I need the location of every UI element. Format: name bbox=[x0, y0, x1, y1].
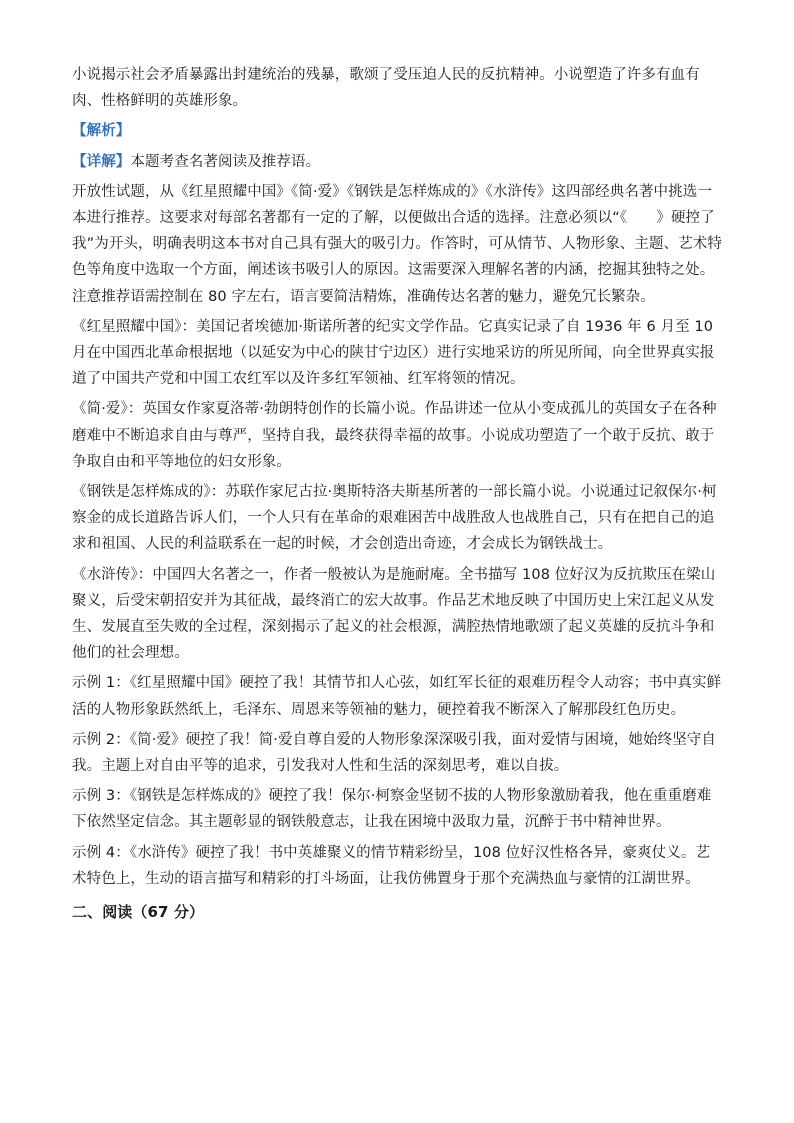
book-description-red-star: 《红星照耀中国》：美国记者埃德加·斯诺所著的纪实文学作品。它真实记录了自 1936 年 6 月至 10 月在中国西北革命根据地（以延安为中心的陕甘宁边区）进行实地采访的所见所闻，向全世界真实报道了中国共产党和中国工农红军以及许多红军领袖、红军将领的情况。 bbox=[72, 318, 715, 388]
detail-line bbox=[72, 149, 724, 175]
book-description-water-margin: 《水浒传》：中国四大名著之一，作者一般被认为是施耐庵。全书描写 108 位好汉为反抗欺压在梁山聚义，后受宋朝招安并为其征战，最终消亡的宏大故事。作品艺术地反映了中国历史上宋江起义从发生、发展直至失败的全过程，深刻揭示了起义的社会根源，满腔热情地歌颂了起义英雄的反抗斗争和他们的社会理想。 bbox=[72, 566, 716, 662]
open-question-paragraph: 开放性试题，从《红星照耀中国》《简·爱》《钢铁是怎样炼成的》《水浒传》这四部经典名著中挑选一本进行推荐。这要求对每部名著都有一定的了解，以便做出合适的选择。注意必须以“《 》硬控了我”为开头，明确表明这本书对自己具有强大的吸引力。作答时，可从情节、人物形象、主题、艺术特色等角度中选取一个方面，阐述该书吸引人的原因。这需要深入理解名著的内涵，挖掘其独特之处。注意推荐语需控制在 80 字左右，语言要简洁精炼，准确传达名著的魅力，避免冗长繁杂。 bbox=[72, 183, 723, 305]
document-body bbox=[72, 62, 724, 925]
example-3: 示例 3：《钢铁是怎样炼成的》硬控了我！保尔·柯察金坚韧不拔的人物形象激励着我，他在重重磨难下依然坚定信念。其主题彰显的钢铁般意志，让我在困境中汲取力量，沉醉于书中精神世界。 bbox=[72, 788, 712, 831]
section-heading: 二、阅读（67 分） bbox=[72, 903, 205, 922]
detail-label: 【详解】 bbox=[72, 153, 131, 170]
intro-paragraph: 小说揭示社会矛盾暴露出封建统治的残暴，歌颂了受压迫人民的反抗精神。小说塑造了许多有血有肉、性格鲜明的英雄形象。 bbox=[72, 67, 700, 110]
example-1: 示例 1：《红星照耀中国》硬控了我！其情节扣人心弦，如红军长征的艰难历程令人动容；书中真实鲜活的人物形象跃然纸上，毛泽东、周恩来等领袖的魅力，硬控着我不断深入了解那段红色历史。 bbox=[72, 675, 722, 718]
example-4: 示例 4：《水浒传》硬控了我！书中英雄聚义的情节精彩纷呈，108 位好汉性格各异，豪爽仗义。艺术特色上，生动的语言描写和精彩的打斗场面，让我仿佛置身于那个充满热血与豪情的江湖世界。 bbox=[72, 844, 711, 887]
example-2: 示例 2：《简·爱》硬控了我！简·爱自尊自爱的人物形象深深吸引我，面对爱情与困境，她始终坚守自我。主题上对自由平等的追求，引发我对人性和生活的深刻思考，难以自拔。 bbox=[72, 731, 716, 775]
detail-text: 本题考查名著阅读及推荐语。 bbox=[130, 153, 321, 170]
book-description-jane-eyre: 《简·爱》：英国女作家夏洛蒂·勃朗特创作的长篇小说。作品讲述一位从小变成孤儿的英国女子在各种磨难中不断追求自由与尊严，坚持自我，最终获得幸福的故事。小说成功塑造了一个敢于反抗、敢于争取自由和平等地位的妇女形象。 bbox=[72, 401, 717, 470]
analysis-label: 【解析】 bbox=[72, 123, 131, 140]
book-description-steel: 《钢铁是怎样炼成的》：苏联作家尼古拉·奥斯特洛夫斯基所著的一部长篇小说。小说通过记叙保尔·柯察金的成长道路告诉人们，一个人只有在革命的艰难困苦中战胜敌人也战胜自己，只有在把自己的追求和祖国、人民的利益联系在一起的时候，才会创造出奇迹，才会成长为钢铁战士。 bbox=[72, 484, 717, 553]
